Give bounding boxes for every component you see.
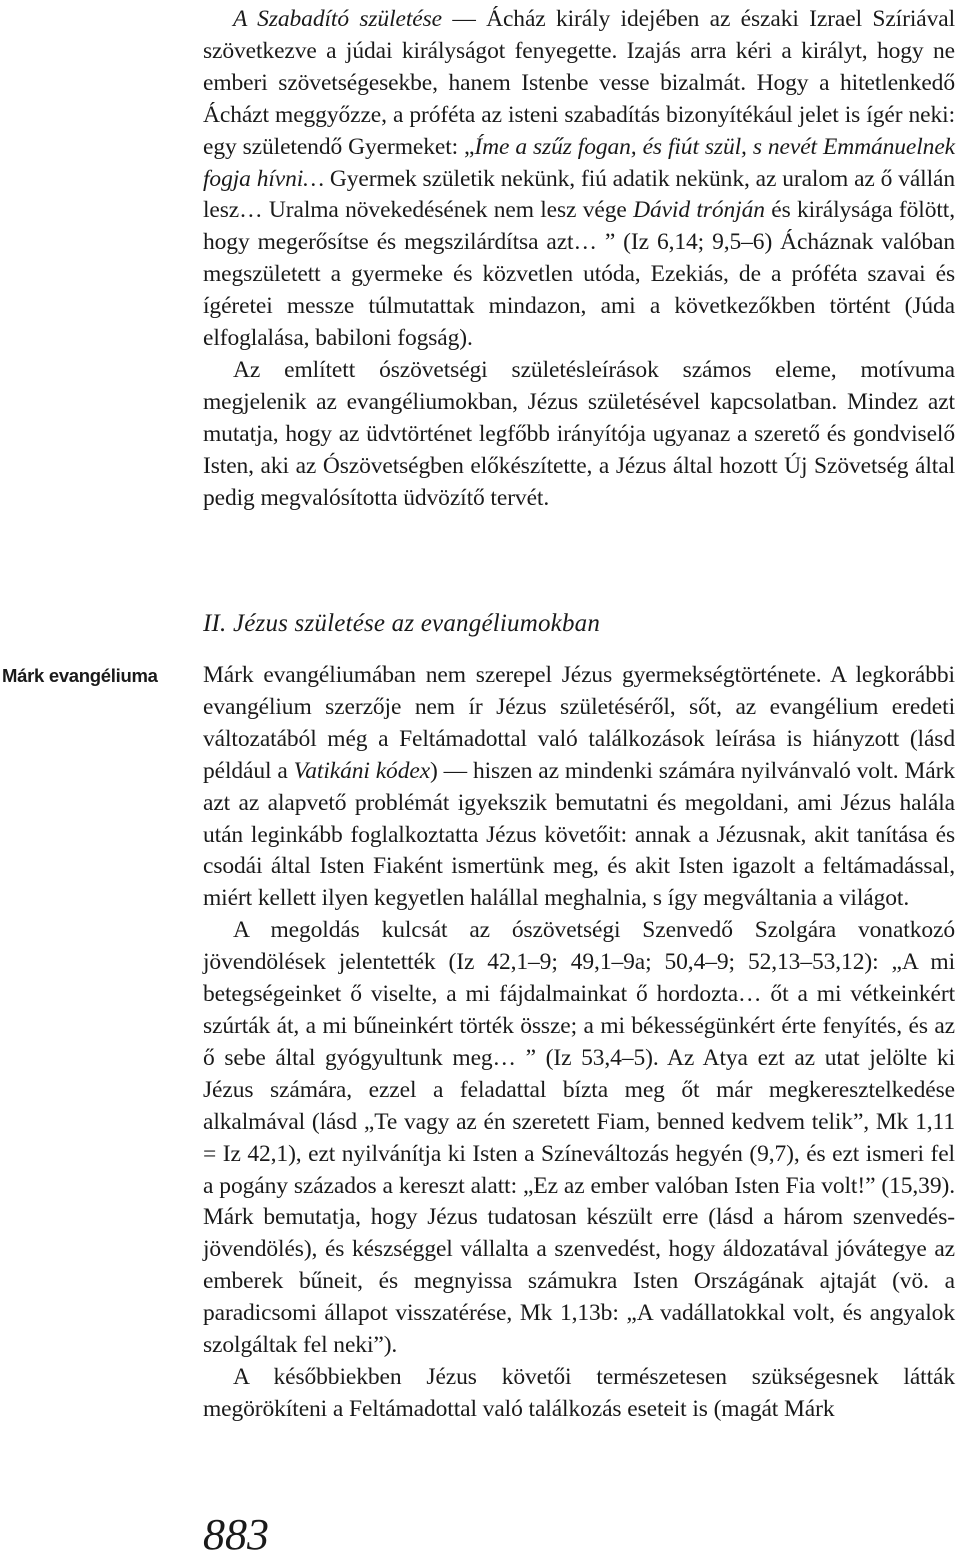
intro-paragraph-1 — [203, 4, 955, 355]
mark-text-b: ) — hiszen az mindenki számára nyilvánvaló volt. Márk azt az alapvető problémát igyekszik bemutatni és megoldani, ami Jézus halála után leginkább foglalkoztatta Jézus követőit: annak a Jézusnak, akit tanítása és csodái által Isten Fiaként ismertünk meg, és akit Isten igazolt a feltámadással, miért kellett ilyen kegyetlen halállal meghalnia, s így megváltania a világot. — [203, 757, 955, 912]
vatican-codex: Vatikáni kódex — [293, 757, 431, 784]
david-throne-phrase: Dávid trónján — [633, 197, 765, 224]
page-number: 883 — [203, 1510, 269, 1559]
mark-paragraph-2: A megoldás kulcsát az ószövetségi Szenvedő Szolgára vonatkozó jövendölések jelentették (Iz 42,1–9; 49,1–9a; 50,4–9; 52,13–53,12): „A mi betegségeinket ő viselte, a mi fájdalmainkat ő hordozta… őt a mi vétkeinkért szúrták át, a mi bűneinkért törték össze; a mi békességünkért érte fenyítés, és az ő sebe által gyógyultunk meg… ” (Iz 53,4–5). Az Atya ezt az utat jelölte ki Jézus számára, ezzel a feladattal bízta meg őt már megkeresztelkedése alkalmával (lásd „Te vagy az én szeretett Fiam, benned kedvem telik”, Mk 1,11 = Iz 42,1), ezt nyilvánítja ki Isten a Színeváltozás hegyén (9,7), és ezt ismeri fel a pogány százados a kereszt alatt: „Ez az ember valóban Isten Fia volt!” (15,39). Márk bemutatja, hogy Jézus tudatosan készült erre (lásd a három szenvedés-jövendölés), és készséggel vállalta a szenvedést, hogy áldozatával jóvátegye az emberek bűneit, és megnyissa számukra Isten Országának ajtaját (vö. a paradicsomi állapot visszatérése, Mk 1,13b: „A vadállatokkal volt, és angyalok szolgáltak fel neki”). — [203, 917, 955, 1359]
mark-paragraph-3: A későbbiekben Jézus követői természetesen szükségesnek látták megörökíteni a Feltámadottal való találkozás eseteit is (magát Márk — [203, 1363, 955, 1422]
mark-text-a: Márk evangéliumában nem szerepel Jézus gyermekségtörténete. A legkorábbi evangélium szerzője nem ír Jézus születéséről, sőt, az evangélium eredeti változatából még a Feltámadottal való találkozások leírása is hiányzott (lásd például a — [203, 662, 955, 784]
mark-paragraph-1 — [203, 660, 955, 915]
intro-text-a: — Ácház király idejében az északi Izrael Szíriával szövetkezve a júdai királyságot fenyegette. Izajás arra kéri a királyt, hogy ne emberi szövetségesekbe, hanem Istenbe vesse bizalmát. Hogy a hitetlenkedő Ácházt meggyőzze, a próféta az isteni szabadítás bizonyítékául jelet is ígér neki: egy születendő Gyermeket: „ — [203, 6, 955, 160]
intro-text-b: Gyermek születik nekünk, fiú adatik nekünk, az uralom az ő vállán lesz… Uralma növekedésének nem lesz vége — [203, 165, 955, 224]
isaiah-quote: Íme a szűz fogan, és fiút szül, s nevét Emmánuelnek fogja hívni… — [203, 133, 955, 192]
section-heading: II. Jézus születése az evangéliumokban — [203, 610, 601, 637]
intro-paragraph-2: Az említett ószövetségi születésleírások számos eleme, motívuma megjelenik az evangéliumokban, Jézus születésével kapcsolatban. Mindez azt mutatja, hogy az üdvtörténet legfőbb irányítója ugyanaz a szerető és gondviselő Isten, aki az Ószövetségben előkészítette, a Jézus által hozott Új Szövetség által pedig megvalósította üdvözítő tervét. — [203, 356, 955, 511]
intro-section — [203, 4, 955, 515]
intro-text-c: és királysága fölött, hogy megerősítse és megszilárdítsa azt… ” (Iz 6,14; 9,5–6) Ácháznak valóban megszületett a gyermeke és közvetlen utóda, Ezekiás, de a próféta szavai és ígéretei messze túlmutattak mindazon, ami a következőkben történt (Júda elfoglalása, babiloni fogság). — [203, 197, 955, 352]
margin-label: Márk evangéliuma — [2, 665, 158, 686]
mark-section — [203, 660, 955, 1426]
subheading-inline-title: A Szabadító születése — [233, 6, 442, 32]
